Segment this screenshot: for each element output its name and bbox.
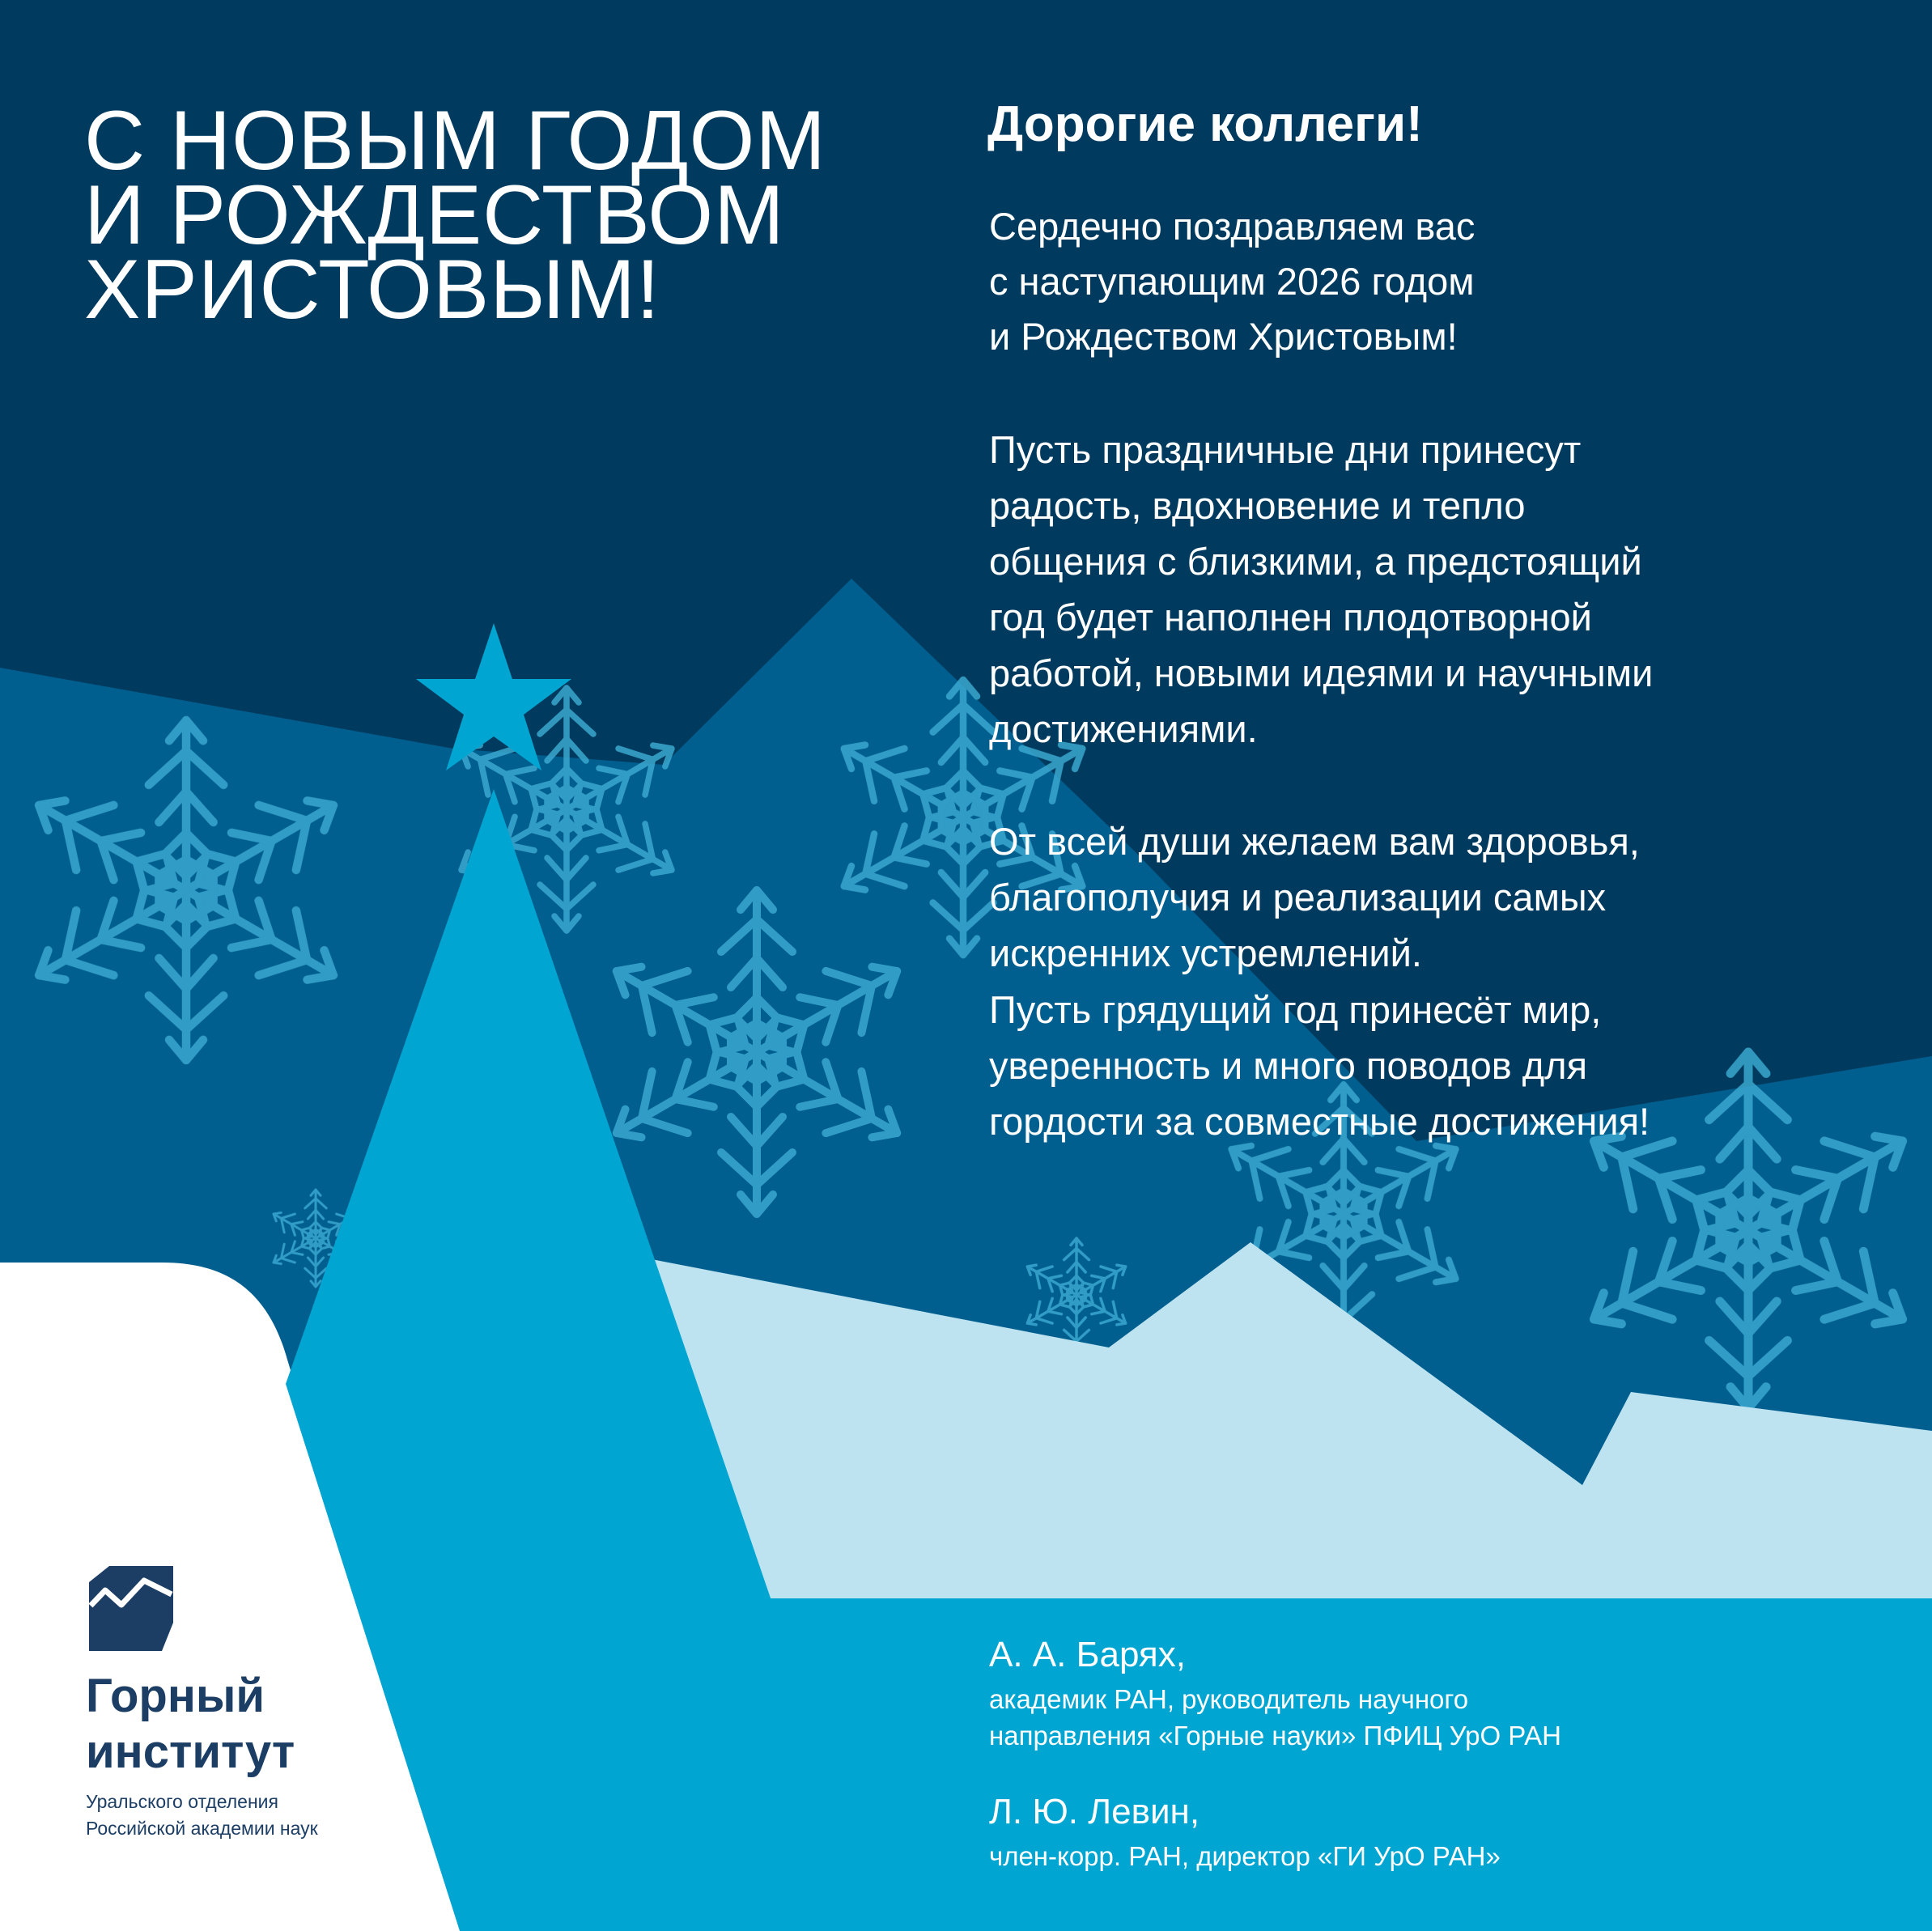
signature-role: направления «Горные науки» ПФИЦ УрО РАН <box>989 1721 1561 1751</box>
message-line: достижениями. <box>989 707 1258 750</box>
message-line: с наступающим 2026 годом <box>989 260 1475 303</box>
message-line: От всей души желаем вам здоровья, <box>989 820 1640 863</box>
message-line: гордости за совместные достижения! <box>989 1100 1650 1143</box>
message-line: Пусть грядущий год принесёт мир, <box>989 988 1602 1031</box>
message-line: благополучия и реализации самых <box>989 876 1607 919</box>
logo-name: Горный <box>86 1670 265 1722</box>
message-line: и Рождеством Христовым! <box>989 315 1458 358</box>
mountain-logo-icon <box>89 1566 173 1651</box>
logo-name: институт <box>86 1725 295 1778</box>
signature-name: А. А. Барях, <box>989 1635 1186 1674</box>
signature-role: член-корр. РАН, директор «ГИ УрО РАН» <box>989 1841 1501 1871</box>
message-line: работой, новыми идеями и научными <box>989 651 1654 694</box>
logo-subtitle: Российской академии наук <box>86 1818 318 1839</box>
message-line: уверенность и много поводов для <box>989 1044 1588 1087</box>
message-line: Сердечно поздравляем вас <box>989 205 1476 248</box>
signature-role: академик РАН, руководитель научного <box>989 1684 1469 1714</box>
logo-subtitle: Уральского отделения <box>86 1791 278 1812</box>
heading-line: С НОВЫМ ГОДОМ <box>84 94 827 188</box>
message-line: радость, вдохновение и тепло <box>989 484 1526 527</box>
message-line: общения с близкими, а предстоящий <box>989 540 1642 583</box>
message-line: Пусть праздничные дни принесут <box>989 428 1582 471</box>
heading-line: ХРИСТОВЫМ! <box>84 243 660 337</box>
message-line: год будет наполнен плодотворной <box>989 596 1592 639</box>
heading-line: И РОЖДЕСТВОМ <box>84 168 785 262</box>
message-line: искренних устремлений. <box>989 932 1422 974</box>
signature-name: Л. Ю. Левин, <box>989 1792 1200 1831</box>
greeting-title: Дорогие коллеги! <box>987 96 1423 152</box>
